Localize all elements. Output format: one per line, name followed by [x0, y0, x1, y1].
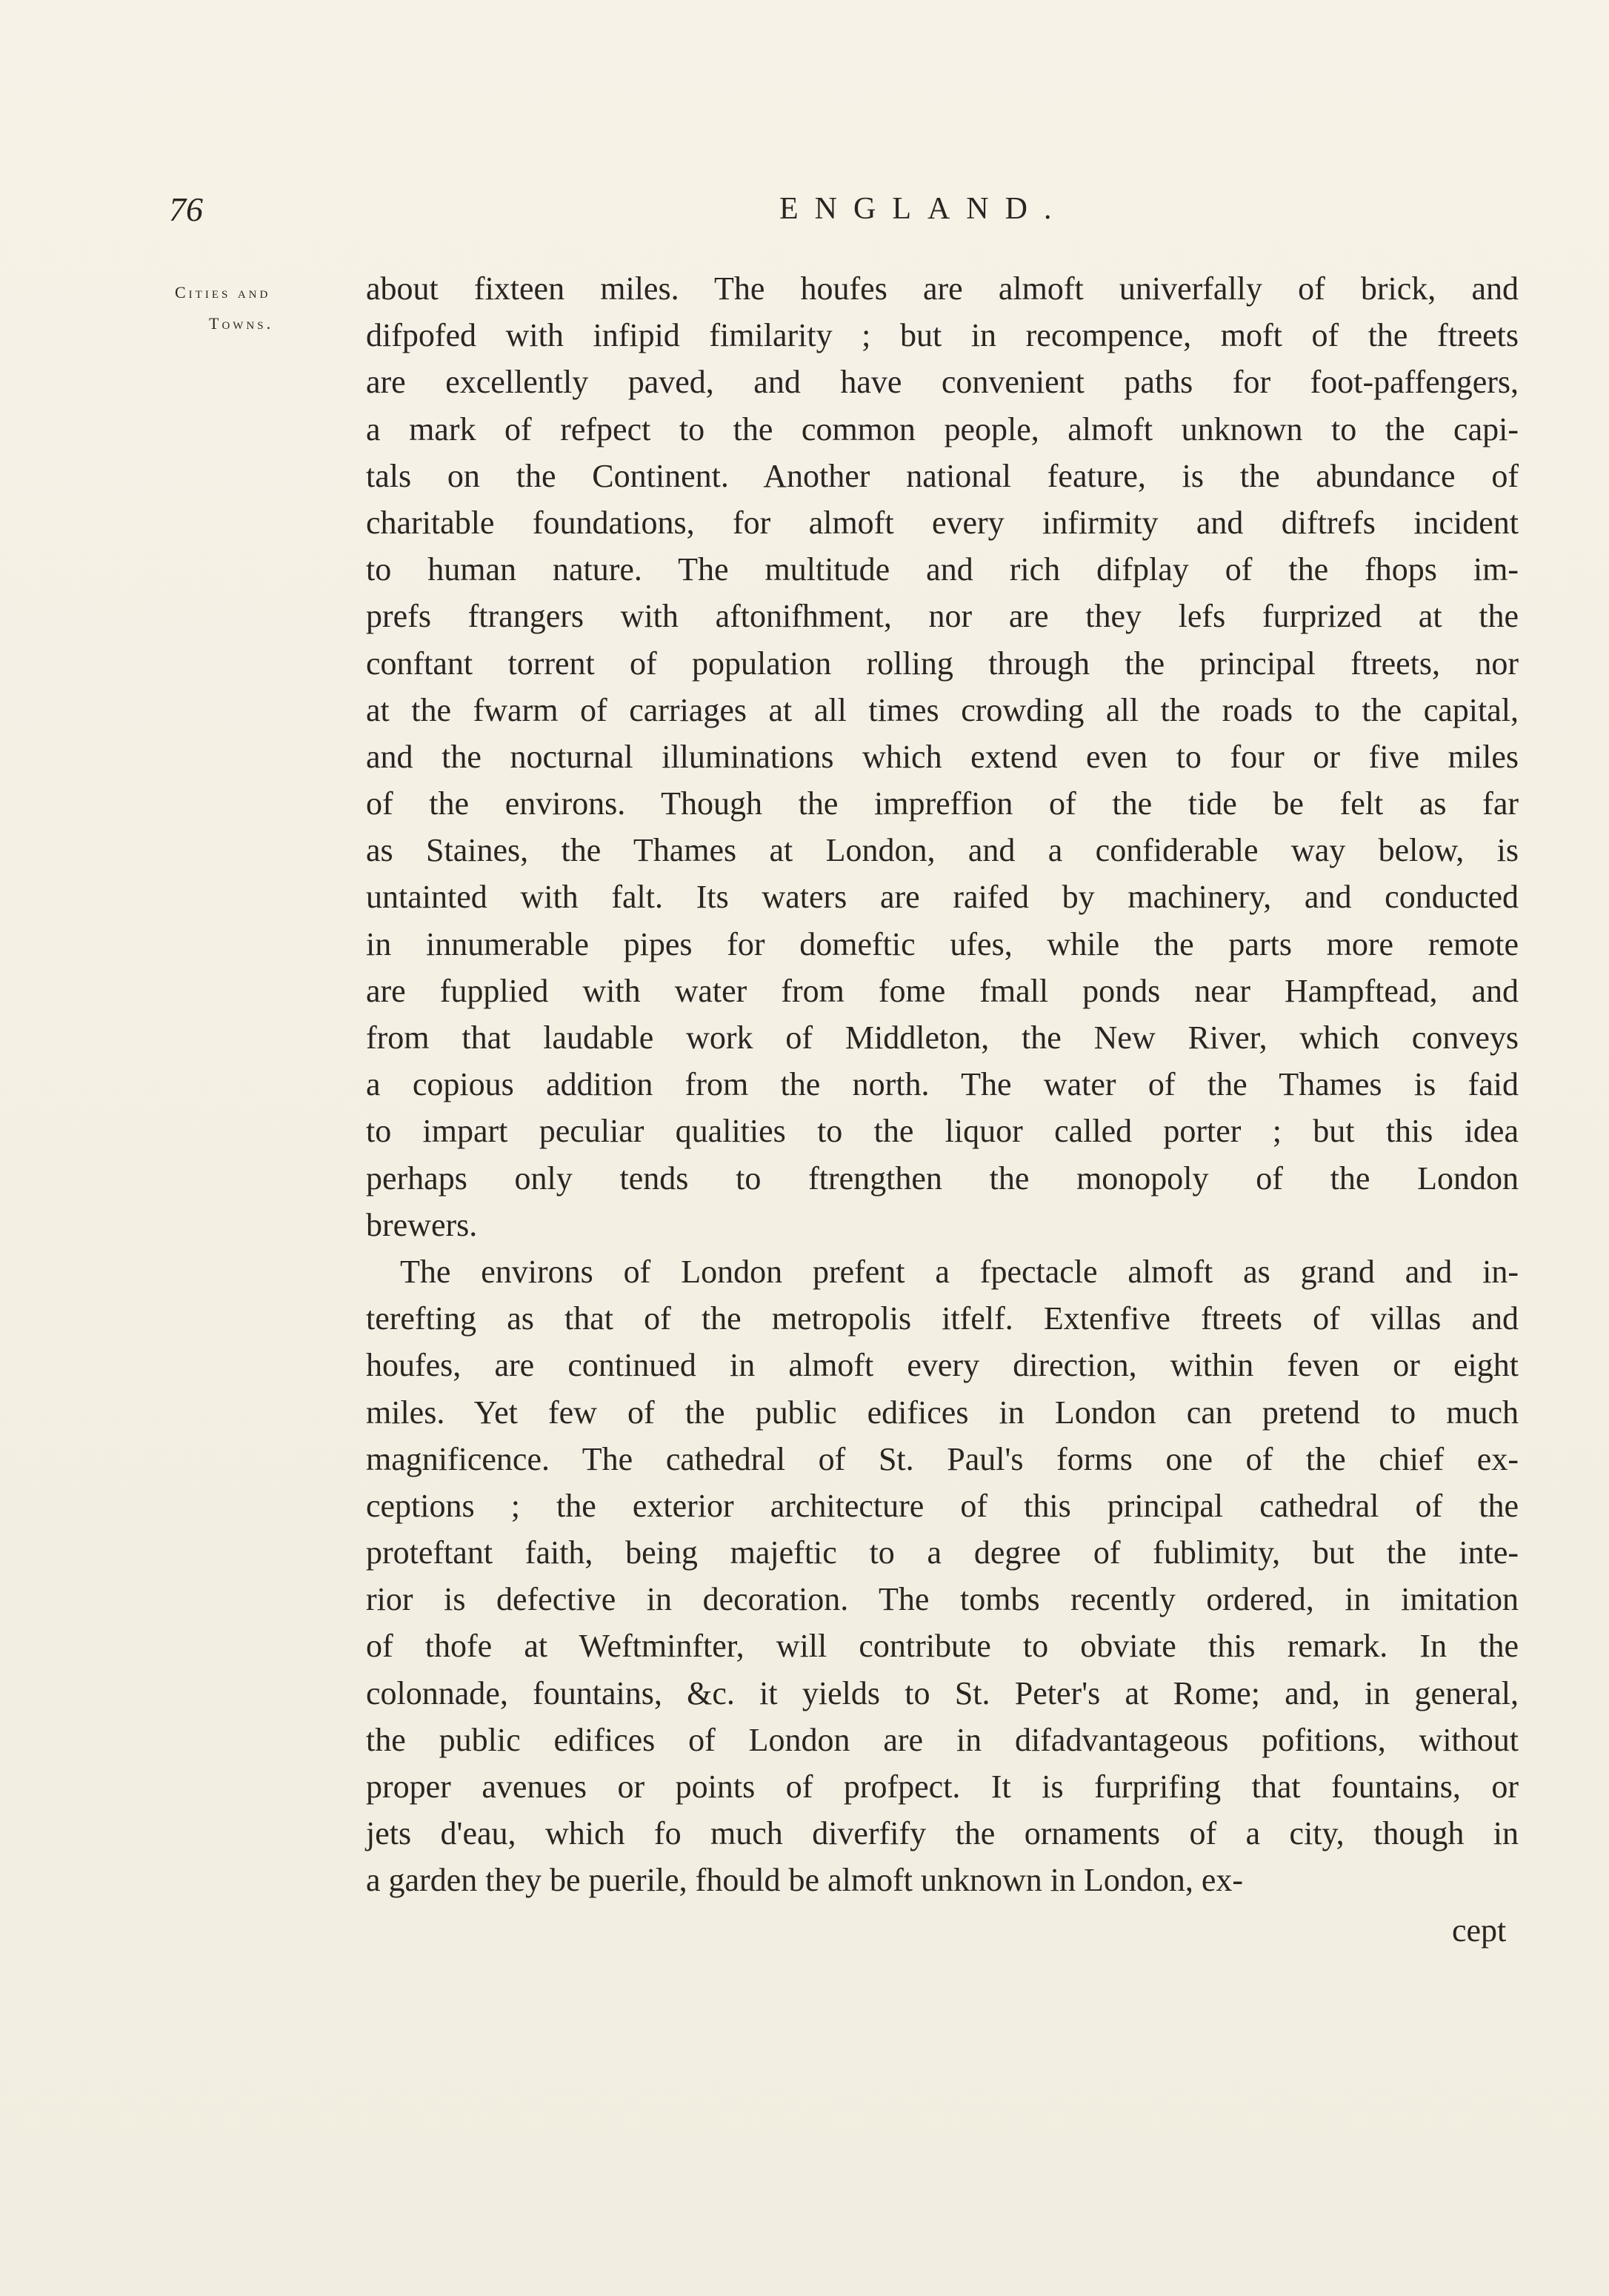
text-line: The environs of London prefent a fpectacle almoft as grand and in-	[400, 1253, 1519, 1290]
text-line: conftant torrent of population rolling through the principal ftreets, nor	[366, 645, 1519, 682]
text-line: proper avenues or points of profpect. It is furprifing that fountains, or	[366, 1768, 1519, 1805]
text-line: a mark of refpect to the common people, almoft unknown to the capi-	[366, 410, 1519, 447]
text-line: tals on the Continent. Another national feature, is the abundance of	[366, 457, 1519, 494]
text-line: prefs ftrangers with aftonifhment, nor are they lefs furprized at the	[366, 598, 1519, 635]
catchword: cept	[1452, 1912, 1507, 1949]
text-line: colonnade, fountains, &c. it yields to St. Peter's at Rome; and, in general,	[366, 1674, 1519, 1711]
text-line: as Staines, the Thames at London, and a confiderable way below, is	[366, 832, 1519, 869]
margin-note-line: Towns.	[209, 314, 274, 333]
text-line: of thofe at Weftminfter, will contribute to obviate this remark. In the	[366, 1628, 1519, 1665]
text-line: are fupplied with water from fome fmall ponds near Hampftead, and	[366, 972, 1519, 1009]
text-line: about fixteen miles. The houfes are almoft univerfally of brick, and	[366, 270, 1519, 307]
text-line: jets d'eau, which fo much diverfify the ornaments of a city, though in	[366, 1815, 1519, 1852]
text-line: from that laudable work of Middleton, the New River, which conveys	[366, 1019, 1519, 1056]
text-line: to human nature. The multitude and rich difplay of the fhops im-	[366, 551, 1519, 588]
text-line: are excellently paved, and have convenient paths for foot-paffengers,	[366, 364, 1519, 401]
text-line: houfes, are continued in almoft every direction, within feven or eight	[366, 1347, 1519, 1384]
margin-note-line: Cities and	[175, 283, 271, 302]
text-line: a garden they be puerile, fhould be almoft unknown in London, ex-	[366, 1862, 1244, 1899]
page-header	[0, 190, 1609, 242]
text-line: and the nocturnal illuminations which extend even to four or five miles	[366, 738, 1519, 775]
text-line: of the environs. Though the impreffion of the tide be felt as far	[366, 785, 1519, 822]
text-line: in innumerable pipes for domeftic ufes, while the parts more remote	[366, 925, 1519, 962]
page-number: 76	[169, 190, 203, 228]
text-line: perhaps only tends to ftrengthen the monopoly of the London	[366, 1159, 1519, 1197]
text-line: miles. Yet few of the public edifices in London can pretend to much	[366, 1394, 1519, 1431]
text-line: rior is defective in decoration. The tombs recently ordered, in imitation	[366, 1581, 1519, 1618]
body-text	[366, 265, 1519, 1904]
text-line: the public edifices of London are in difadvantageous pofitions, without	[366, 1721, 1519, 1758]
margin-note	[175, 277, 273, 339]
text-line: terefting as that of the metropolis itfelf. Extenfive ftreets of villas and	[366, 1300, 1519, 1337]
text-line: ceptions ; the exterior architecture of this principal cathedral of the	[366, 1487, 1519, 1524]
text-line: magnificence. The cathedral of St. Paul's forms one of the chief ex-	[366, 1440, 1519, 1477]
text-line: untainted with falt. Its waters are raifed by machinery, and conducted	[366, 879, 1519, 916]
text-line: proteftant faith, being majeftic to a degree of fublimity, but the inte-	[366, 1534, 1519, 1571]
text-line: difpofed with infipid fimilarity ; but in recompence, moft of the ftreets	[366, 317, 1519, 354]
text-line: charitable foundations, for almoft every infirmity and diftrefs incident	[366, 504, 1519, 541]
text-line: brewers.	[366, 1206, 478, 1243]
running-head: ENGLAND.	[779, 192, 1068, 226]
text-line: a copious addition from the north. The water of the Thames is faid	[366, 1066, 1519, 1103]
text-line: to impart peculiar qualities to the liquor called porter ; but this idea	[366, 1113, 1519, 1150]
text-line: at the fwarm of carriages at all times crowding all the roads to the capital,	[366, 691, 1519, 728]
